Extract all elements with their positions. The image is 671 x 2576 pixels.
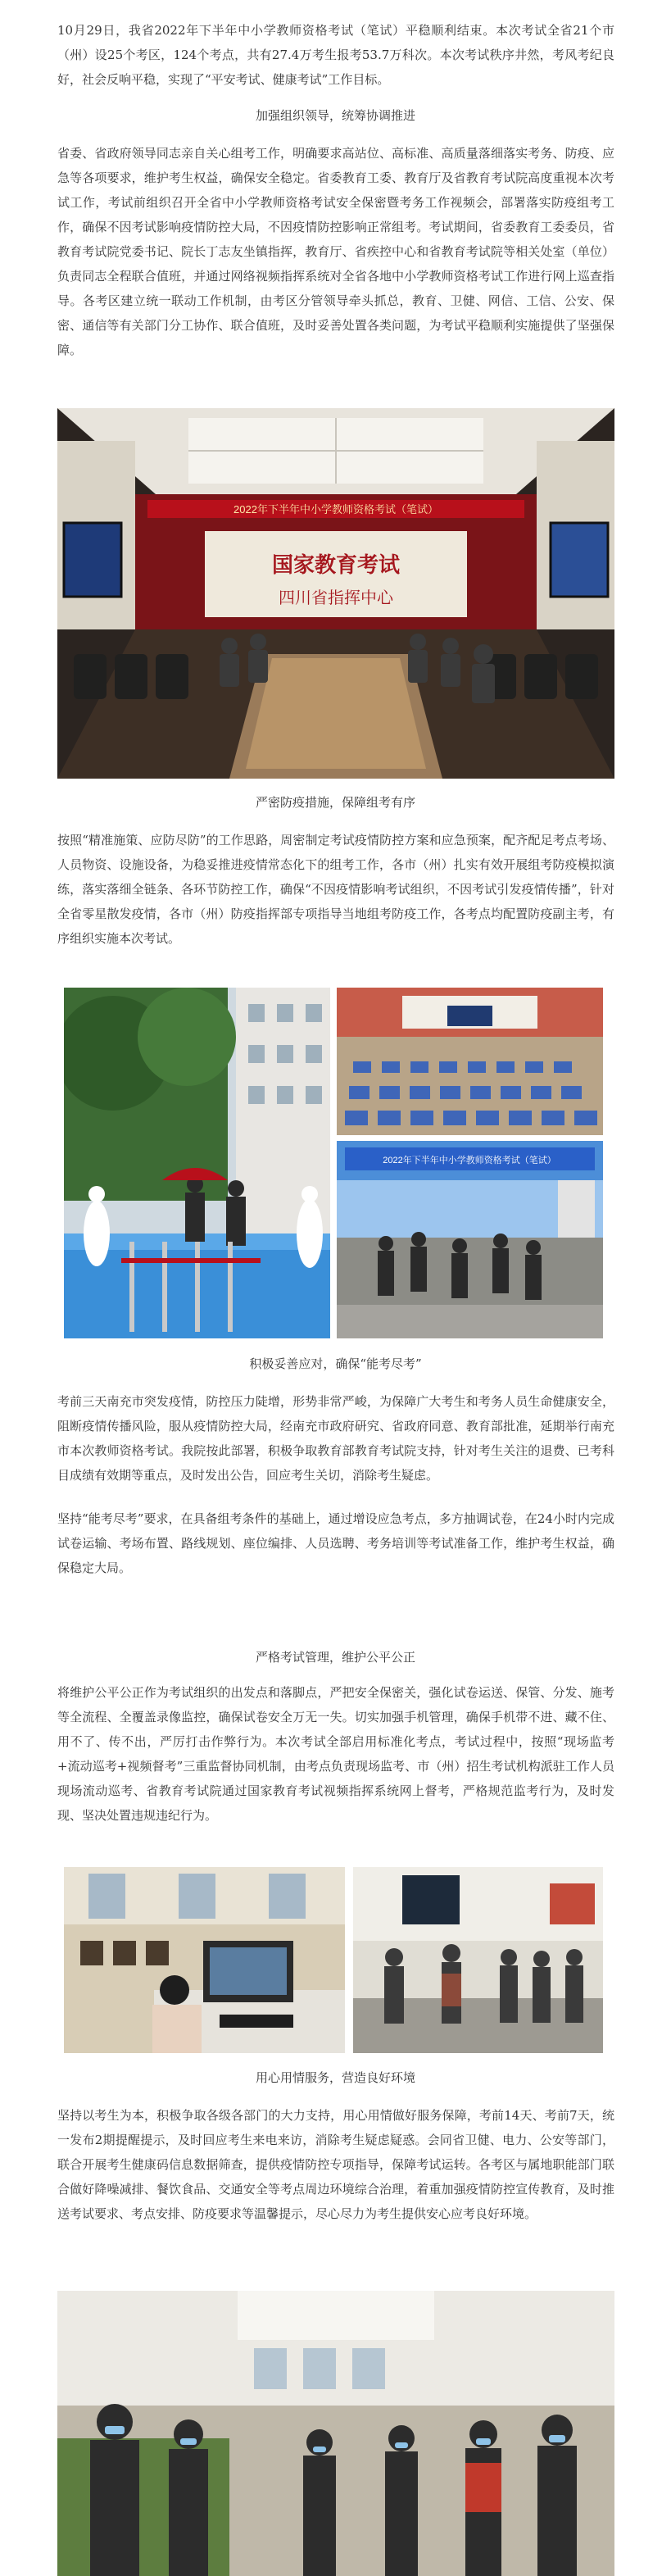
wall-text-national-exam: 国家教育考试 <box>271 553 401 577</box>
photo-candidate-queue <box>337 1141 603 1338</box>
photo-entrance-screening <box>64 988 330 1338</box>
section-heading-epidemic: 严密防疫措施，保障组考有序 <box>255 795 415 810</box>
article-paragraph-response-2: 坚持“能考尽考”要求，在具备组考条件的基础上，通过增设应急考点，多方抽调试卷，在24小时内完成试卷运输、考场布置、路线规划、座位编排、人员选聘、考务培训等考试准备工作，维护考生权益，确保稳定大局。 <box>57 1511 614 1575</box>
article-paragraph-intro: 10月29日，我省2022年下半年中小学教师资格考试（笔试）平稳顺利结束。本次考试全省21个市（州）设25个考区，124个考点，共有27.4万考生报考53.7万科次。本次考试秩序井然，考风考纪良好，社会反响平稳，实现了“平安考试、健康考试”工作目标。 <box>57 23 614 87</box>
section-heading-leadership: 加强组织领导，统筹协调推进 <box>255 108 415 123</box>
banner-gate-title: 2022年下半年中小学教师资格考试（笔试） <box>383 1156 556 1165</box>
photo-health-check <box>353 1867 603 2053</box>
article-paragraph-service: 坚持以考生为本，积极争取各级各部门的大力支持，用心用情做好服务保障，考前14天、考前7天，统一发布2期提醒提示，及时回应考生来电来访，消除考生疑虑疑惑。会同省卫健、电力、公安等部门，联合开展考生健康码信息数据筛查，提供疫情防控专项指导，保障考试运转。各考区与属地职能部门联合做好降噪减排、餐饮食品、交通安全等考点周边环境综合治理，着重加强疫情防控宣传教育，及时推送考试要求、考点安排、防疫要求等温馨提示，尽心尽力为考生提供安心应考良好环境。 <box>57 2108 614 2221</box>
photo-exam-hall <box>337 988 603 1135</box>
section-heading-response: 积极妥善应对，确保“能考尽考” <box>249 1356 422 1371</box>
article-paragraph-management: 将维护公平公正作为考试组织的出发点和落脚点，严把安全保密关，强化试卷运送、保管、分发、施考等全流程、全覆盖录像监控，确保试卷安全万无一失。切实加强手机管理，确保手机带不进、藏不住、用不了、传不出，严厉打击作弊行为。本次考试全部启用标准化考点，考试过程中，按照“现场监考+流动巡考+视频督考”三重监督协同机制，由考点负责现场监考、市（州）招生考试机构派驻工作人员现场流动巡考、省教育考试院通过国家教育考试视频指挥系统网上督考，严格规范监考行为，及时发现、坚决处置违规违纪行为。 <box>57 1685 614 1823</box>
banner-exam-title: 2022年下半年中小学教师资格考试（笔试） <box>233 503 438 516</box>
photo-masked-candidates <box>57 2291 614 2576</box>
article-paragraph-epidemic: 按照“精准施策、应防尽防”的工作思路，周密制定考试疫情防控方案和应急预案，配齐配足考点考场、人员物资、设施设备，为稳妥推进疫情常态化下的组考工作，各市（州）扎实有效开展组考防疫模拟演练，落实落细全链条、各环节防控工作，确保“不因疫情影响考试组织，不因考试引发疫情传播”，针对全省零星散发疫情，各市（州）防疫指挥部专项指导当地组考防疫工作，各考点均配置防疫副主考，有序组织实施本次考试。 <box>57 833 614 946</box>
wall-text-command-center: 四川省指挥中心 <box>279 589 393 607</box>
photo-video-monitoring <box>64 1867 345 2053</box>
photo-command-center <box>57 408 614 779</box>
section-heading-service: 用心用情服务，营造良好环境 <box>255 2070 415 2085</box>
article-paragraph-response-1: 考前三天南充市突发疫情，防控压力陡增，形势非常严峻，为保障广大考生和考务人员生命健康安全，阻断疫情传播风险，服从疫情防控大局，经南充市政府研究、省政府同意、教育部批准，延期举行南充市本次教师资格考试。我院按此部署，积极争取教育部教育考试院支持，针对考生关注的退费、已考科目成绩有效期等重点，及时发出公告，回应考生关切，消除考生疑虑。 <box>57 1394 614 1483</box>
section-heading-management: 严格考试管理，维护公平公正 <box>255 1650 415 1665</box>
article-paragraph-leadership: 省委、省政府领导同志亲自关心组考工作，明确要求高站位、高标准、高质量落细落实考务、防疫、应急等各项要求，维护考生权益，确保安全稳定。省委教育工委、教育厅及省教育考试院高度重视本次考试工作，考试前组织召开全省中小学教师资格考试安全保密暨考务工作视频会，部署落实防疫组考工作，确保不因考试影响疫情防控大局，不因疫情防控影响正常组考。考试期间，省委教育工委委员，省教育考试院党委书记、院长丁志友坐镇指挥，教育厅、省疾控中心和省教育考试院等相关处室（单位）负责同志全程联合值班，并通过网络视频指挥系统对全省各地中小学教师资格考试工作进行网上巡查指导。各考区建立统一联动工作机制，由考区分管领导牵头抓总，教育、卫健、网信、工信、公安、保密、通信等有关部门分工协作、联合值班，及时妥善处置各类问题，为考试平稳顺利实施提供了坚强保障。 <box>57 146 614 357</box>
